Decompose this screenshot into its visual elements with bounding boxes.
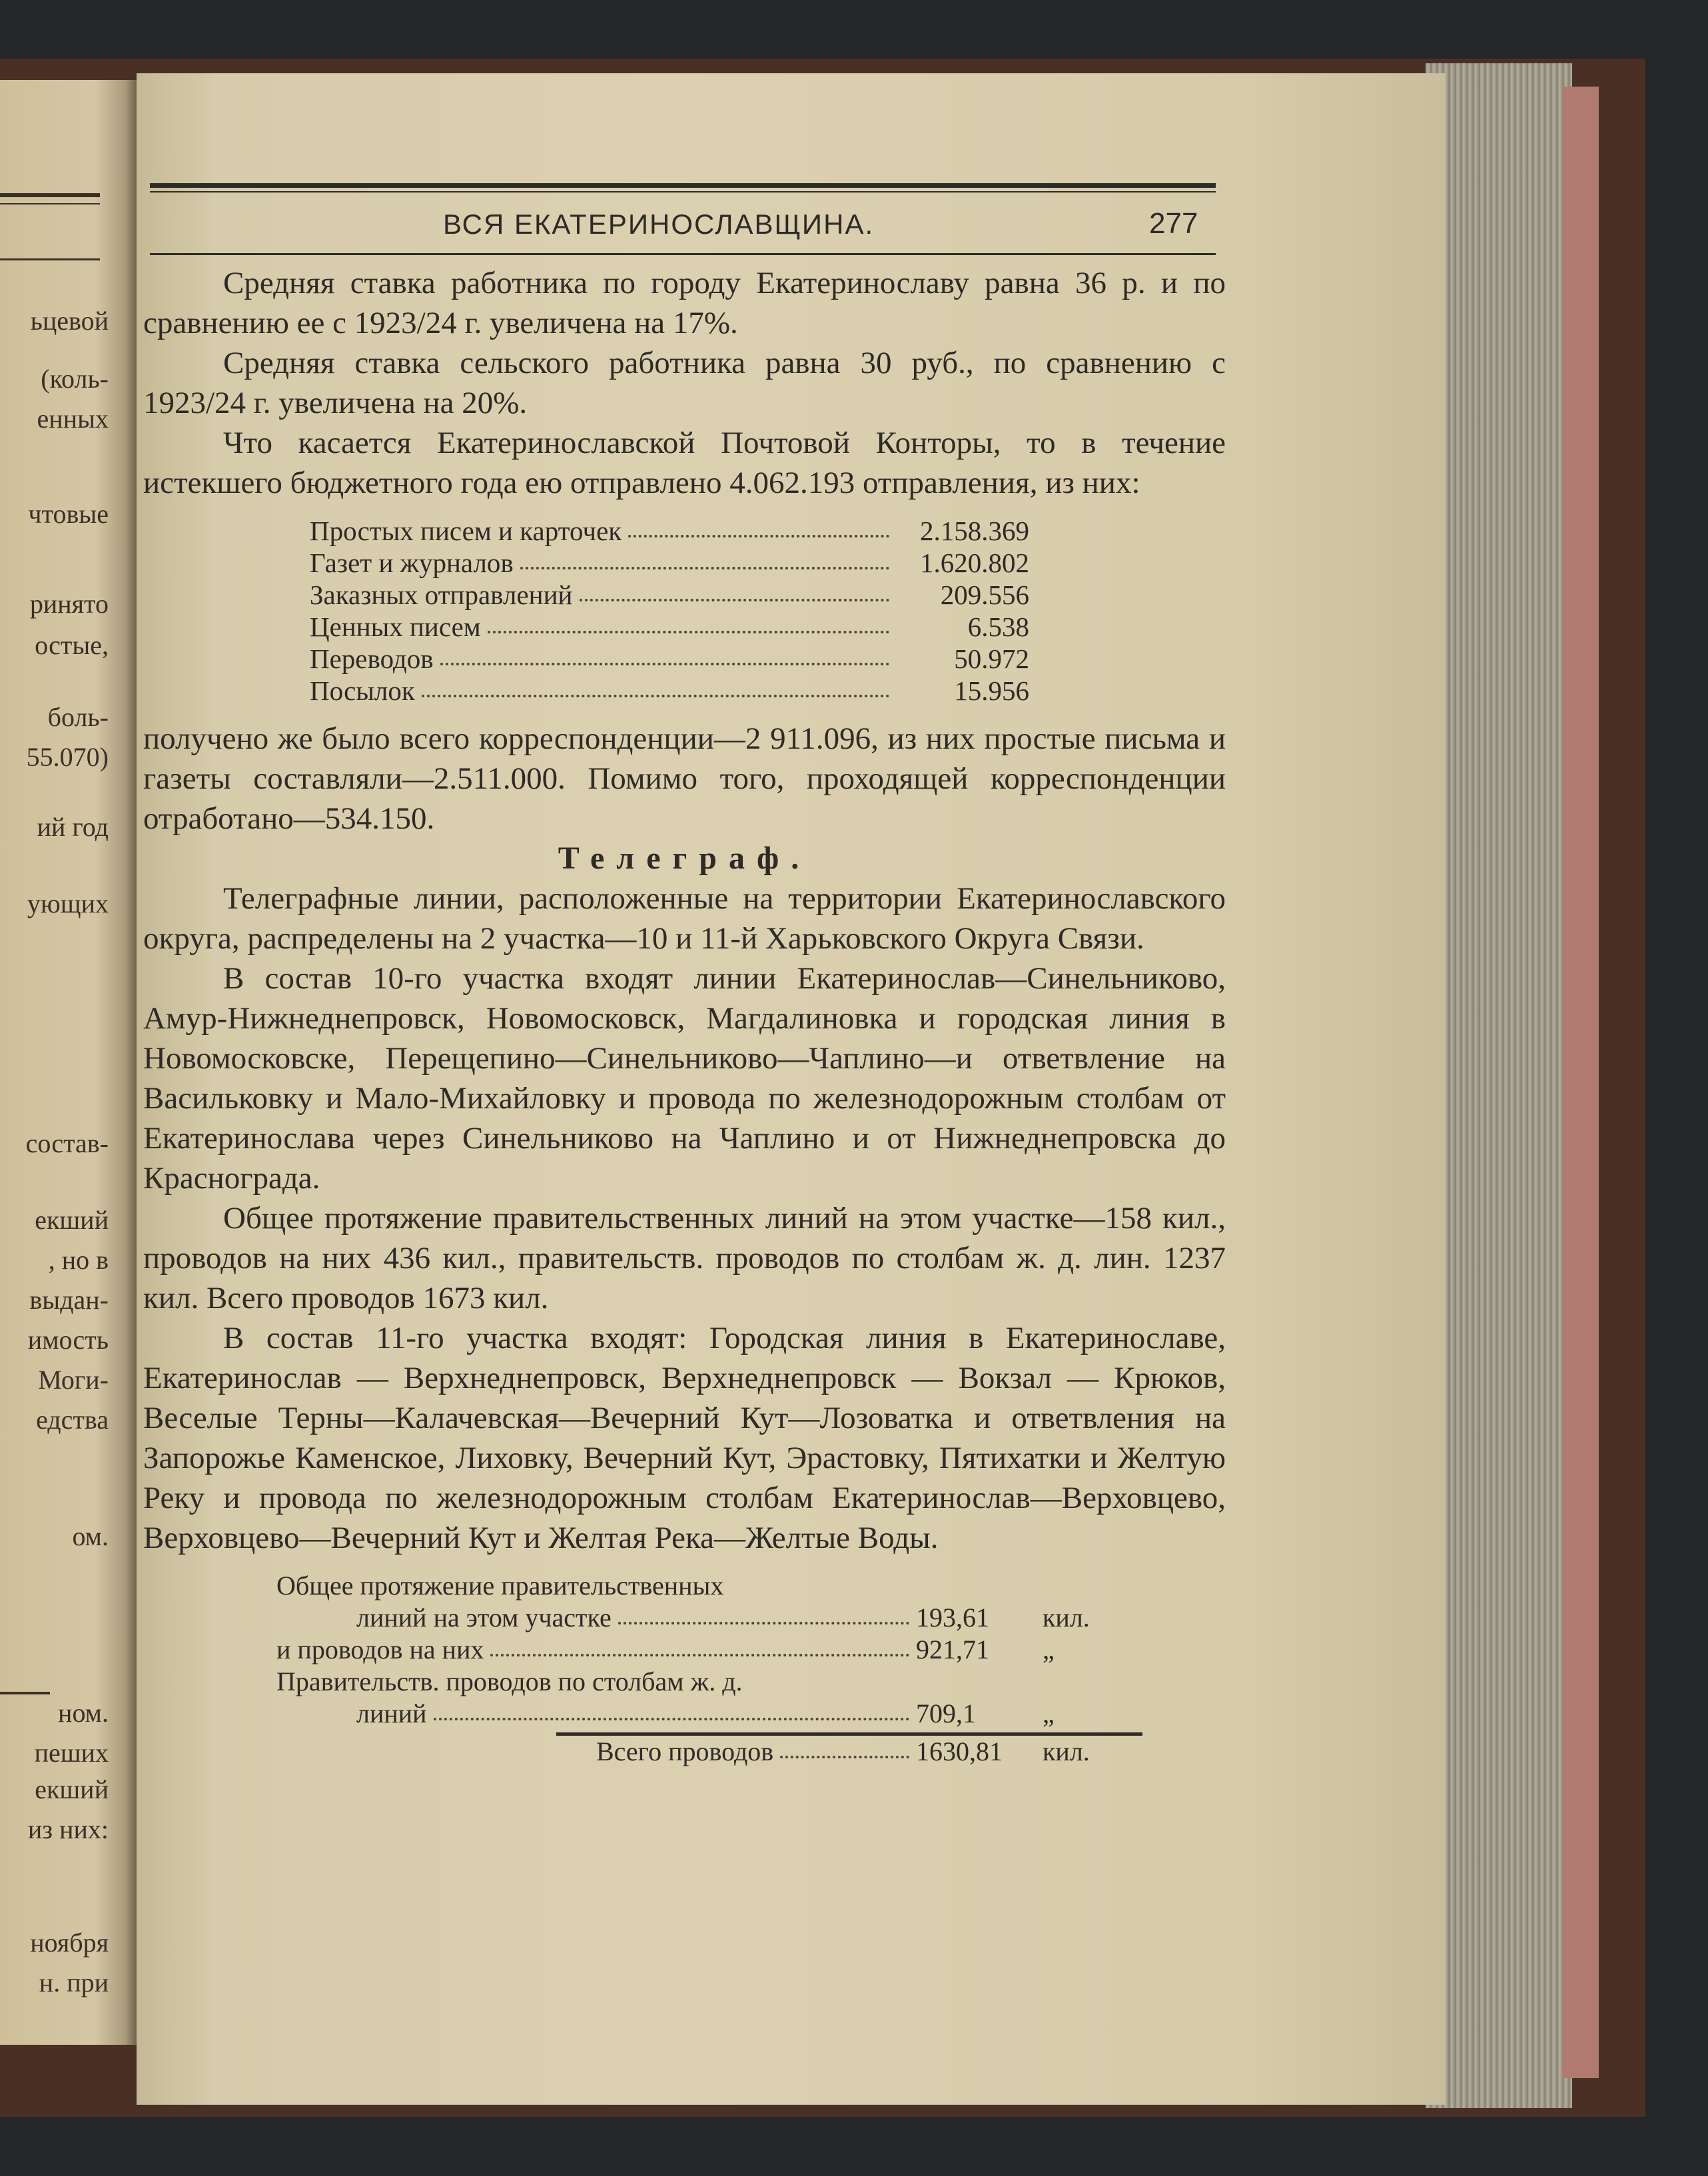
paragraph: В состав 11-го участка входят: Городская линия в Екатеринославе, Екатеринослав — Верхнеднепровск, Верхнеднепровск — Вокзал — Крюков, Веселые Терны—Калачевская—Вечерний Кут—Лозоватка и ответвления на Запорожье Каменское, Лиховку, Вечерний Кут, Эрастовку, Пятихатки и Желтую Реку и провода по железнодорожным столбам Екатеринослав—Верховцево, Верховцево—Вечерний Кут и Желтая Река—Желтые Воды. [143,1321,1226,1555]
left-fragment: ном. [58,1698,109,1728]
list-item-value: 2.158.369 [920,516,1029,546]
paragraph: Средняя ставка работника по городу Екатеринославу равна 36 р. и по сравнению ее с 1923/24 г. увеличена на 17%. [143,266,1226,340]
left-fragment: едства [36,1405,109,1435]
page-block-edges [1426,63,1572,2108]
book-endpaper [1562,87,1599,2078]
summary-label: и проводов на них [276,1634,484,1664]
summary-total-value: 1630,81 [916,1736,1003,1766]
summary-label: Правительств. проводов по столбам ж. д. [276,1666,743,1696]
left-fragment: , но в [48,1245,109,1275]
summary-row [276,1602,1142,1634]
summary-value: 193,61 [916,1603,989,1632]
running-title: ВСЯ ЕКАТЕРИНОСЛАВЩИНА. [443,208,875,240]
left-fragment: ьцевой [30,306,109,336]
leader-dots [520,547,889,569]
left-fragment: остые, [35,630,109,660]
paragraph: Телеграфные линии, расположенные на территории Екатеринославского округа, распределены на 2 участка—10 и 11-й Харьковского Округа Связи. [143,881,1226,956]
summary-row [276,1634,1142,1666]
header-rule [150,191,1216,192]
paragraph: Средняя ставка сельского работника равна 30 руб., по сравнению с 1923/24 г. увеличена на 20%. [143,346,1226,420]
left-fragment: чтовые [28,499,109,529]
summary-unit: кил. [1043,1736,1090,1766]
list-item-label: Простых писем и карточек [310,516,622,546]
left-fragment: ующих [27,889,109,918]
list-item [310,579,1029,611]
header-rule [150,253,1216,255]
summary-label: Общее протяжение правительственных [276,1571,724,1601]
left-fragment: ом. [72,1521,109,1551]
left-page-edge [0,80,137,2045]
list-item [310,515,1029,547]
left-fragment: Моги- [38,1365,109,1395]
left-fragment: ринято [29,589,109,619]
paragraph: Общее протяжение правительственных линий на этом участке—158 кил., проводов на них 436 кил., правительств. проводов по столбам ж. д. лин. 1237 кил. Всего проводов 1673 кил. [143,1201,1226,1315]
summary-unit: „ [1043,1698,1055,1728]
page-number: 277 [1149,207,1198,240]
summary-total-row [276,1736,1142,1768]
left-fragment: пеших [34,1738,109,1768]
leader-dots [440,643,889,665]
summary-row [276,1570,1142,1602]
leader-dots [434,1698,909,1720]
left-fragment: (коль- [41,364,109,394]
left-fragment: состав- [25,1128,109,1158]
left-page-rule [0,1692,50,1694]
list-item-value: 6.538 [967,611,1029,642]
leader-dots [490,1634,909,1656]
list-item-label: Посылок [310,675,415,706]
paragraph: В состав 10-го участка входят линии Екатеринослав—Синельниково, Амур-Нижнеднепровск, Новомосковск, Магдалиновка и городская линия в Новомосковске, Перещепино—Синельниково—Чаплино—и ответвление на Васильковку и Мало-Михайловку и провода по железнодорожным столбам от Екатеринослава через Синельниково на Чаплино и от Нижнеднепровска до Краснограда. [143,961,1226,1196]
leader-dots [422,675,889,697]
left-fragment: выдан- [29,1285,109,1315]
summary-unit: „ [1043,1634,1055,1664]
left-page-rule [0,203,100,204]
mail-statistics-list [310,515,1029,707]
left-fragment: екший [35,1774,109,1804]
page-body [143,263,1226,1768]
list-item [310,547,1029,579]
paragraph: Что касается Екатеринославской Почтовой Конторы, то в течение истекшего бюджетного года ею отправлено 4.062.193 отправления, из них: [143,426,1226,500]
summary-unit: кил. [1043,1603,1090,1632]
list-item-label: Газет и журналов [310,547,514,578]
page-header [150,183,1349,263]
left-fragment: из них: [27,1814,109,1844]
leader-dots [488,611,889,633]
leader-dots [580,579,890,601]
list-item-label: Переводов [310,643,434,674]
left-fragment: 55.070) [26,742,109,772]
summary-value: 921,71 [916,1634,989,1664]
list-item-label: Заказных отправлений [310,579,573,610]
section-title: Телеграф. [558,841,811,876]
left-fragment: н. при [39,1968,109,1997]
left-fragment: имость [27,1325,109,1355]
leader-dots [618,1602,909,1625]
left-fragment: боль- [47,702,109,732]
list-item-value: 1.620.802 [920,547,1029,578]
leader-dots [628,515,889,538]
list-item-value: 209.556 [940,579,1029,610]
paragraph: получено же было всего корреспонденции—2 911.096, из них простые письма и газеты составляли—2.511.000. Помимо того, проходящей корреспонденции отработано—534.150. [143,721,1226,836]
summary-row [276,1666,1142,1698]
summary-total-label: Всего проводов [596,1736,774,1766]
list-item-value: 15.956 [954,675,1029,706]
left-fragment: енных [37,404,109,434]
leader-dots [780,1736,909,1758]
summary-value: 709,1 [916,1698,976,1728]
left-fragment: ноября [30,1928,109,1958]
left-fragment: ий год [37,812,109,842]
book-page [137,73,1446,2105]
list-item [310,675,1029,707]
summary-label: линий [356,1698,427,1728]
left-fragment: екший [35,1205,109,1235]
header-rule [150,183,1216,188]
summary-row [276,1698,1142,1730]
telegraph-summary-table [276,1570,1142,1768]
summary-label: линий на этом участке [356,1603,612,1632]
list-item-value: 50.972 [954,643,1029,674]
left-page-rule [0,258,100,260]
list-item [310,611,1029,643]
list-item-label: Ценных писем [310,611,481,642]
left-page-rule [0,193,100,197]
list-item [310,643,1029,675]
